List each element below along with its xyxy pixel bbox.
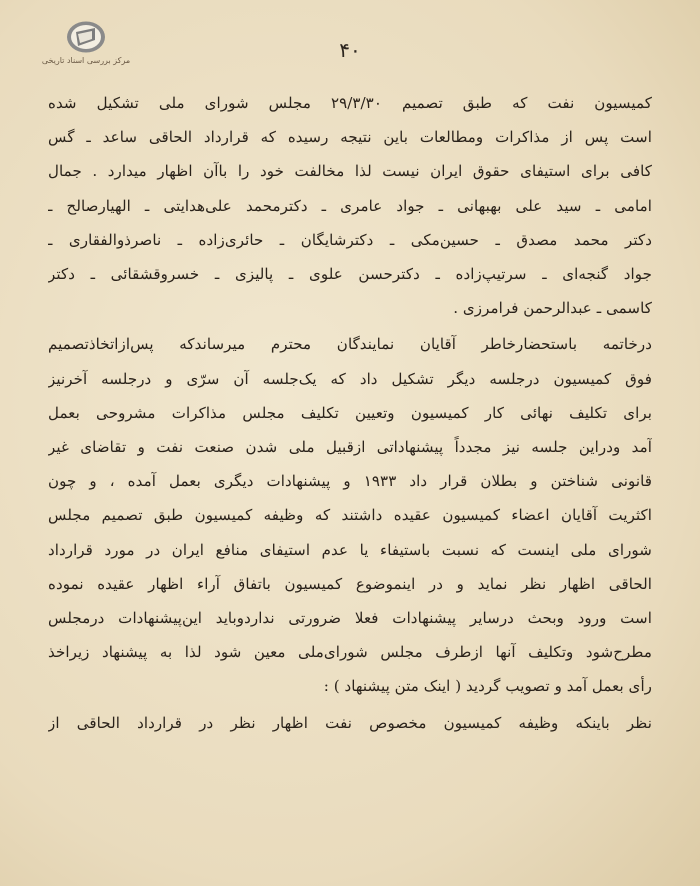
text-line: برای تکلیف نهائی کار کمیسیون وتعیین تکلیف مجلس مذاکرات مشروحی بعمل (48, 403, 652, 422)
text-line: آمد ودراین جلسه نیز مجدداً پیشنهاداتی ازقبیل ملی شدن صنعت نفت و تقاضای غیر (48, 438, 652, 457)
text-line: کمیسیون نفت که طبق تصمیم ۲۹/۳/۳۰ مجلس شورای ملی تشکیل شده (48, 94, 652, 112)
paragraph-2 (48, 327, 652, 703)
text-line: دکتر محمد مصدق ـ حسین‌مکی ـ دکترشایگان ـ حائری‌زاده ـ ناصرذوالفقاری ـ (48, 230, 652, 249)
text-line: امامی ـ سید علی بهبهانی ـ جواد عامری ـ دکترمحمد علی‌هدایتی ـ الهیارصالح ـ (48, 196, 652, 215)
text-line: است پس از مذاکرات ومطالعات باین نتیجه رسیده که قرارداد الحاقی ساعد ـ گس (48, 128, 652, 147)
text-line: رأی بعمل آمد و تصویب گردید ( اینک متن پیشنهاد ) : (323, 677, 652, 696)
text-line: اکثریت آقایان اعضاء کمیسیون عقیده داشتند که وظیفه کمیسیون طبق تصمیم مجلس (48, 506, 652, 525)
text-line: شورای ملی اینست که نسبت باستیفاء یا عدم استیفای منافع ایران در مورد قرارداد (48, 540, 652, 559)
archive-logo-caption: مرکز بررسی اسناد تاریخی (41, 56, 131, 65)
text-line: درخاتمه باستحضارخاطر آقایان نمایندگان محترم میرساندکه پس‌ازاتخاذتصمیم (48, 335, 652, 354)
text-line: الحاقی اظهار نظر نماید و در اینموضوع کمیسیون باتفاق آراء اظهار عقیده نموده (48, 574, 652, 593)
text-line: کافی برای استیفای حقوق ایران نیست لذا مخالفت خود را باآن اظهار میدارد . جمال (48, 162, 652, 181)
paragraph-1 (48, 86, 652, 325)
paragraph-3 (48, 706, 652, 740)
text-line: جواد گنجه‌ای ـ سرتیپ‌زاده ـ دکترحسن علوی ـ پالیزی ـ خسروقشقائی ـ دکتر (48, 265, 652, 284)
text-line: قانونی شناختن و بطلان قرار داد ۱۹۳۳ و پیشنهادات دیگری بعمل آمده ، و چون (48, 472, 652, 491)
text-line: فوق کمیسیون درجلسه دیگر تشکیل داد که یک‌جلسه آن سرّی و درجلسه آخرنیز (48, 369, 652, 388)
text-line: کاسمی ـ عبدالرحمن فرامرزی . (453, 299, 652, 318)
text-line: است ورود وبحث درسایر پیشنهادات فعلا ضرورتی نداردوباید این‌پیشنهادات درمجلس (48, 609, 652, 628)
text-line: مطرح‌شود وتکلیف آنها ازطرف مجلس شورای‌ملی معین شود لذا به پیشنهاد زیراخذ (48, 643, 652, 662)
body-text (48, 86, 652, 740)
page-number: ۴۰ (339, 38, 361, 62)
text-line: نظر باینکه وظیفه کمیسیون مخصوص نفت اظهار نظر در قرارداد الحاقی از (48, 713, 652, 732)
